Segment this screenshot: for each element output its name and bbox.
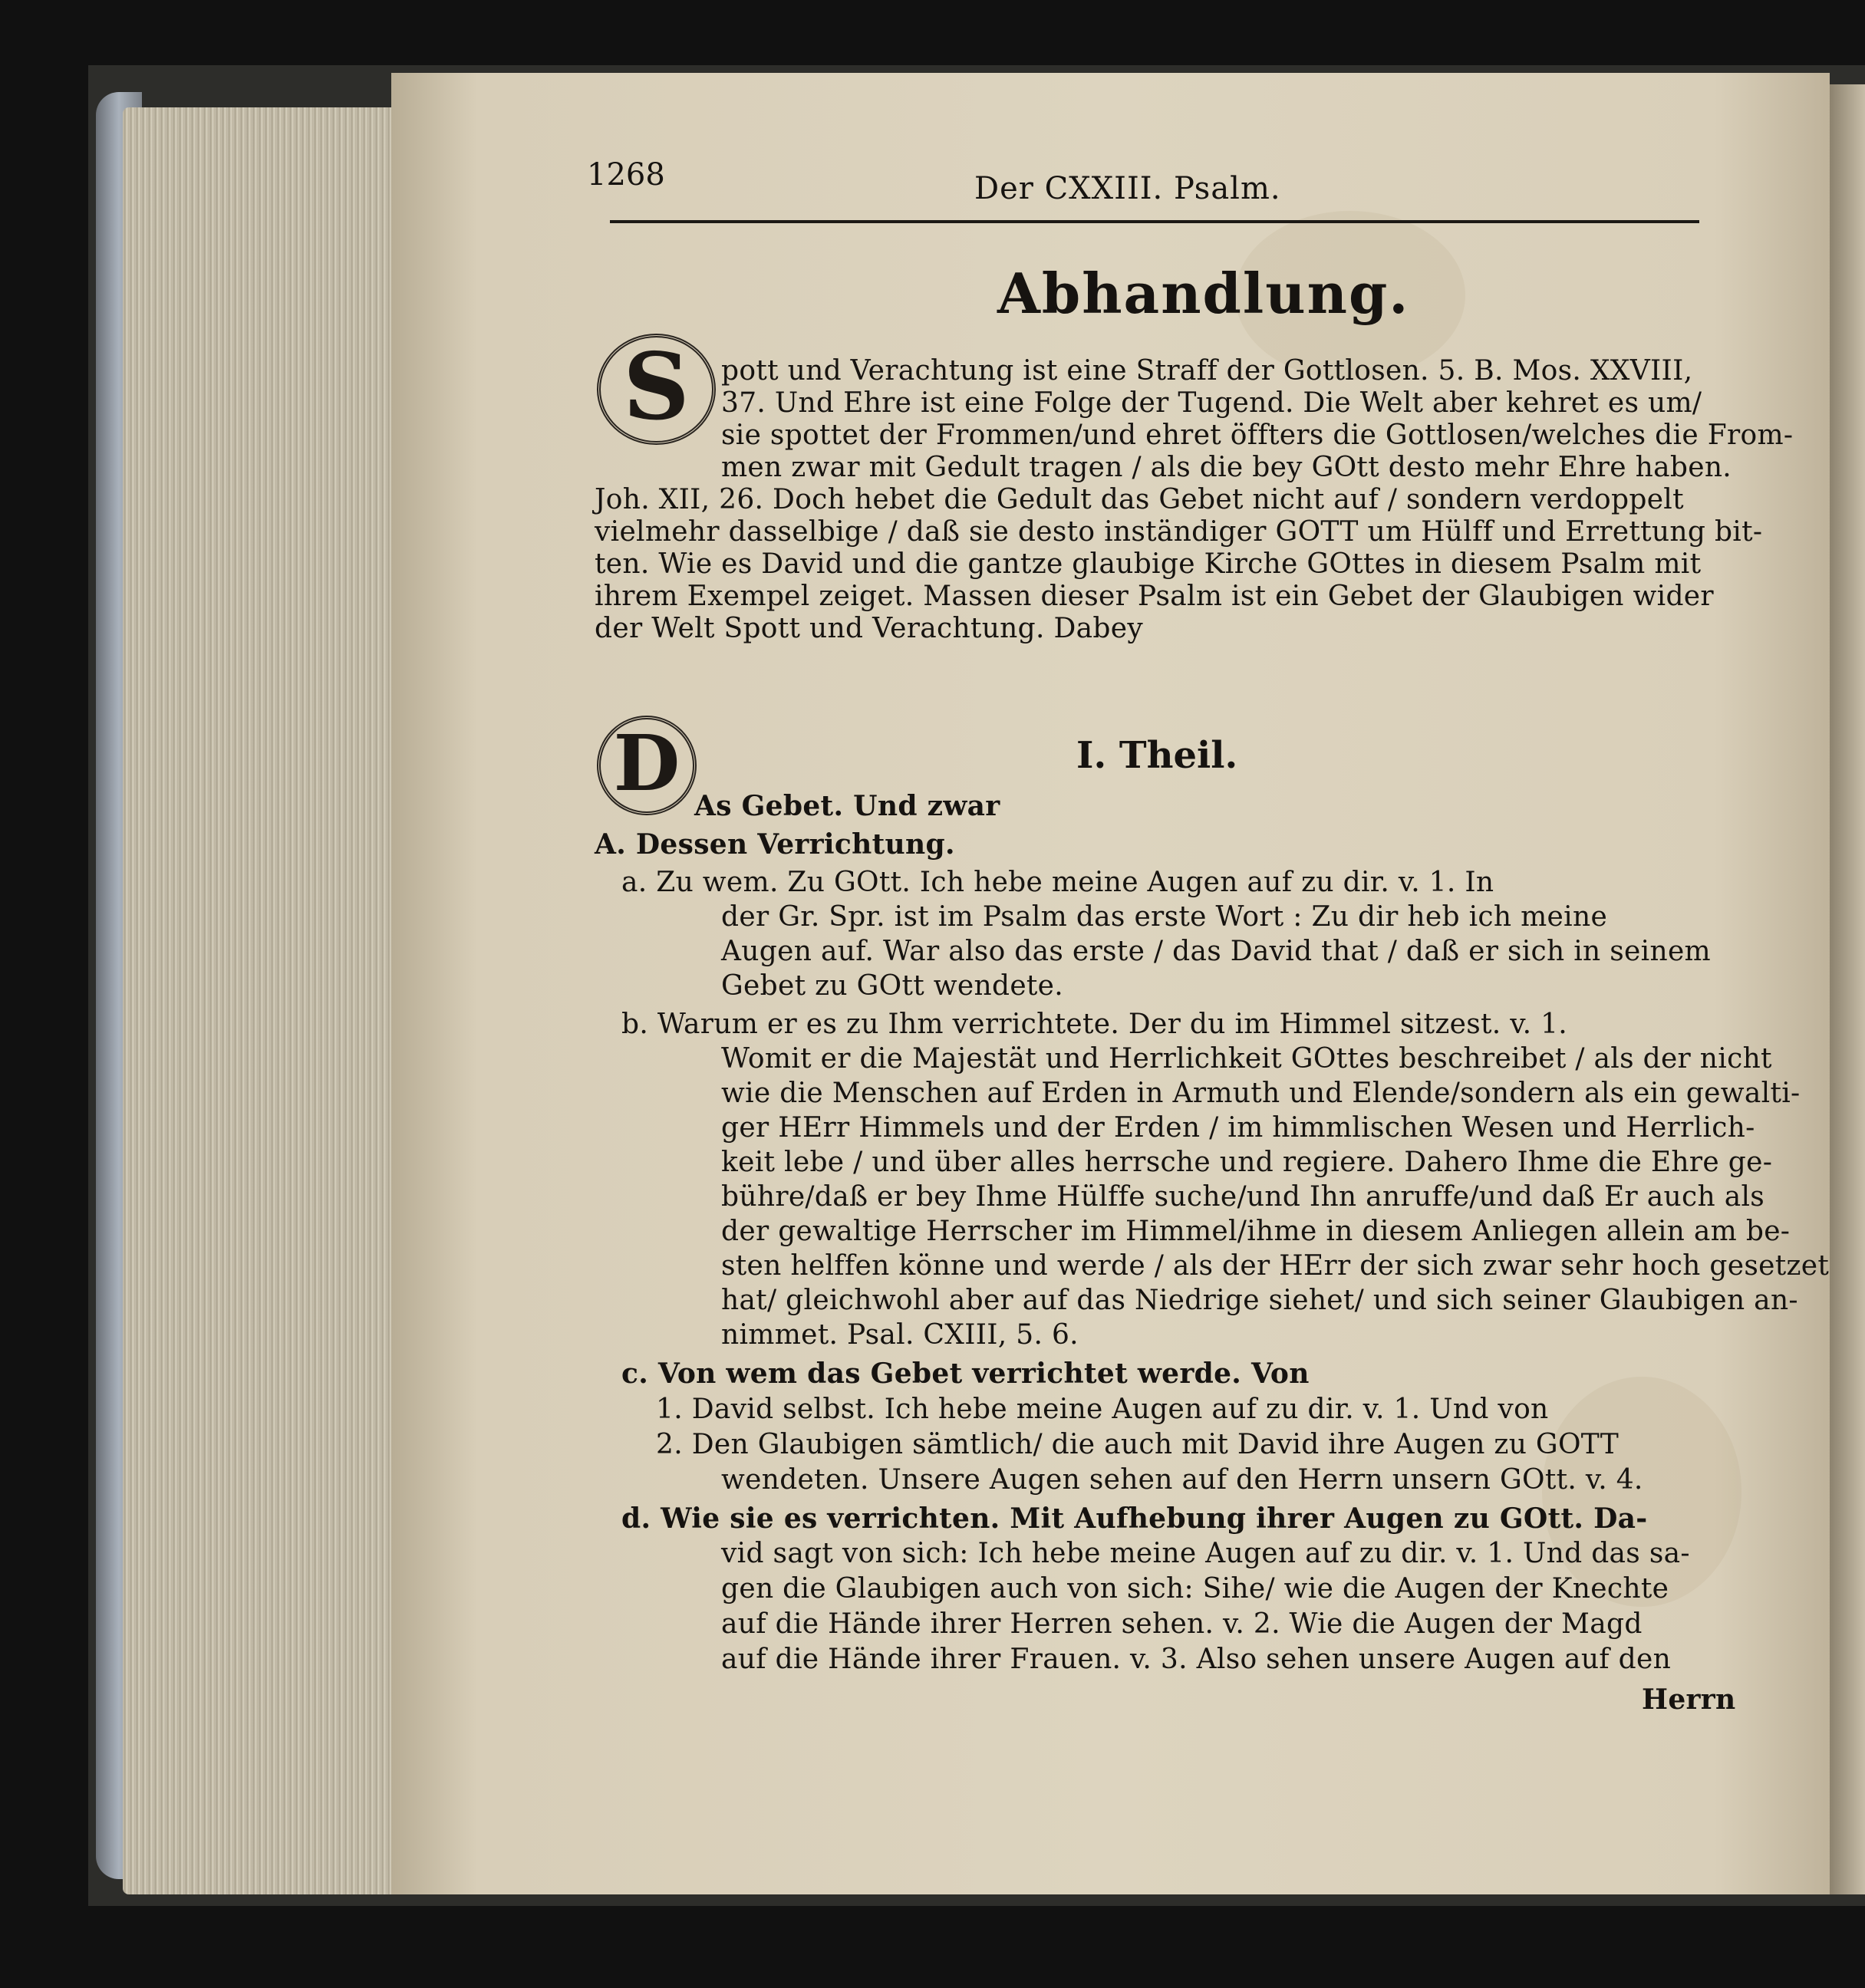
text-line: Gebet zu GOtt wendete. [721,970,1064,1002]
text-line: der gewaltige Herrscher im Himmel/ihme in diesem Anliegen allein am be- [721,1216,1791,1247]
outline-item: b. Warum er es zu Ihm verrichtete. Der du im Himmel sitzest. v. 1. [621,1009,1568,1040]
outline-heading: A. Dessen Verrichtung. [595,828,955,861]
text-line: Womit er die Majestät und Herrlichkeit GOttes beschreibet / als der nicht [721,1043,1772,1075]
text-line: Augen auf. War also das erste / das David that / daß er sich in seinem [721,936,1711,967]
text-line: Joh. XII, 26. Doch hebet die Gedult das Gebet nicht auf / sondern verdoppelt [595,484,1684,515]
text-line: vid sagt von sich: Ich hebe meine Augen auf zu dir. v. 1. Und das sa- [721,1538,1690,1569]
outline-subitem: 1. David selbst. Ich hebe meine Augen auf zu dir. v. 1. Und von [656,1394,1549,1425]
text-line: nimmet. Psal. CXIII, 5. 6. [721,1319,1079,1351]
text-line: sten helffen könne und werde / als der HErr der sich zwar sehr hoch gesetzet [721,1250,1830,1282]
text-line: hat/ gleichwohl aber auf das Niedrige siehet/ und sich seiner Glaubigen an- [721,1285,1798,1316]
section-title: Abhandlung. [997,261,1410,326]
text-line: auf die Hände ihrer Herren sehen. v. 2. Wie die Augen der Magd [721,1608,1643,1640]
text-line: keit lebe / und über alles herrsche und regiere. Dahero Ihme die Ehre ge- [721,1147,1773,1178]
text-line: ger HErr Himmels und der Erden / im himmlischen Wesen und Herrlich- [721,1112,1755,1144]
facing-page-edge [1830,84,1865,1894]
text-line: wie die Menschen auf Erden in Armuth und Elende/sondern als ein gewalti- [721,1078,1801,1109]
text-line: sie spottet der Frommen/und ehret öffters die Gottlosen/welches die From- [721,420,1794,451]
text-line: ten. Wie es David und die gantze glaubige Kirche GOttes in diesem Psalm mit [595,548,1702,580]
page-block-edges [123,107,399,1894]
text-line: men zwar mit Gedult tragen / als die bey GOtt desto mehr Ehre haben. [721,452,1732,483]
text-line: auf die Hände ihrer Frauen. v. 3. Also sehen unsere Augen auf den [721,1644,1672,1675]
part-heading: I. Theil. [1076,734,1238,777]
header-rule [610,220,1699,223]
text-line: wendeten. Unsere Augen sehen auf den Herrn unsern GOtt. v. 4. [721,1464,1643,1496]
decorated-initial: S [597,334,716,445]
outline-item: a. Zu wem. Zu GOtt. Ich hebe meine Augen auf zu dir. v. 1. In [621,867,1494,898]
text-line: 37. Und Ehre ist eine Folge der Tugend. Die Welt aber kehret es um/ [721,387,1702,419]
text-line: ihrem Exempel zeiget. Massen dieser Psalm ist ein Gebet der Glaubigen wider [595,581,1714,612]
text-line: As Gebet. Und zwar [694,790,1000,822]
catchword: Herrn [1642,1684,1736,1716]
book-page [391,73,1830,1894]
decorated-initial: D [597,716,697,815]
text-line: bühre/daß er bey Ihme Hülffe suche/und Ihn anruffe/und daß Er auch als [721,1181,1765,1213]
text-line: der Welt Spott und Verachtung. Dabey [595,613,1144,644]
running-head: Der CXXIII. Psalm. [974,171,1281,206]
text-line: gen die Glaubigen auch von sich: Sihe/ wie die Augen der Knechte [721,1573,1669,1605]
text-line: der Gr. Spr. ist im Psalm das erste Wort : Zu dir heb ich meine [721,901,1608,933]
outline-item: d. Wie sie es verrichten. Mit Aufhebung ihrer Augen zu GOtt. Da- [621,1503,1648,1535]
text-line: vielmehr dasselbige / daß sie desto inständiger GOTT um Hülff und Errettung bit- [595,516,1763,548]
outline-item: c. Von wem das Gebet verrichtet werde. Von [621,1358,1310,1390]
outline-subitem: 2. Den Glaubigen sämtlich/ die auch mit David ihre Augen zu GOTT [656,1429,1620,1460]
page-number: 1268 [587,157,665,193]
text-line: pott und Verachtung ist eine Straff der Gottlosen. 5. B. Mos. XXVIII, [721,355,1693,387]
